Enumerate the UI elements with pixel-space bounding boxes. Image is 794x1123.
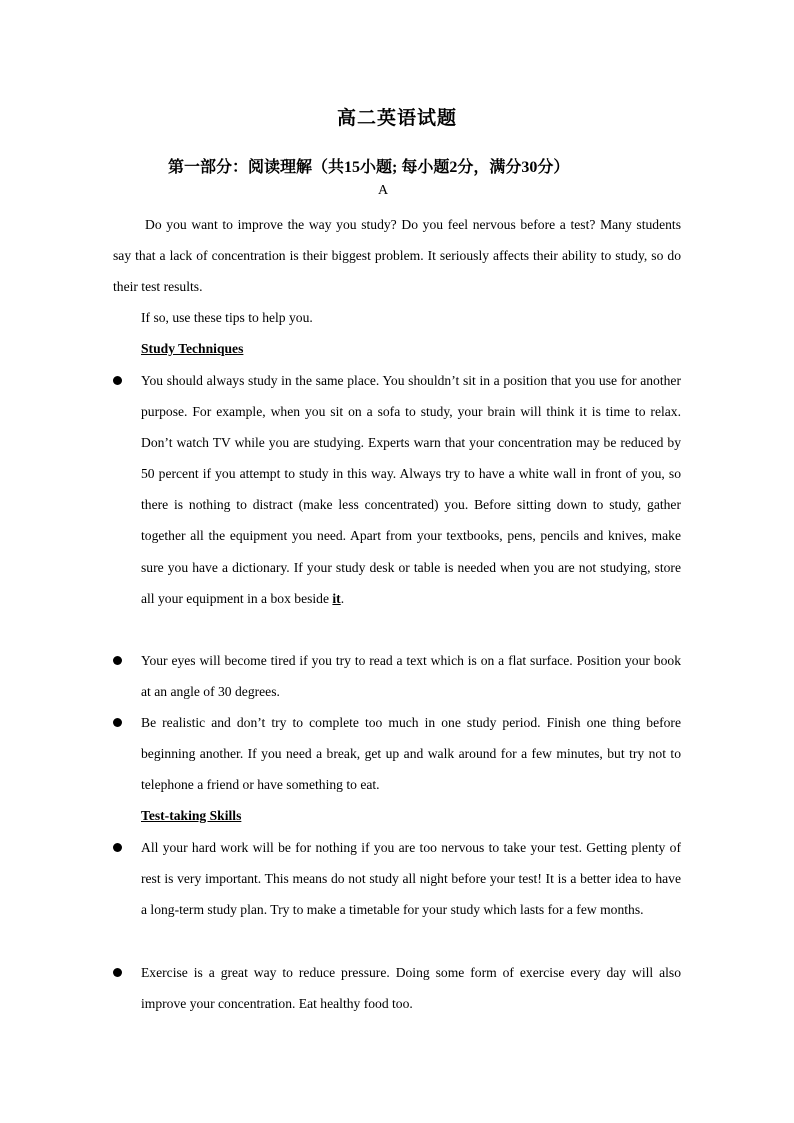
bullet-icon bbox=[113, 718, 122, 727]
bullet-icon bbox=[113, 843, 122, 852]
bullet-icon bbox=[113, 968, 122, 977]
study-technique-bullet-2: Your eyes will become tired if you try to read a text which is on a flat surface. Position your book at an angle of 30 degrees. bbox=[141, 653, 681, 700]
part-heading: 第一部分：阅读理解（共15小题; 每小题2分，满分30分） bbox=[168, 159, 570, 176]
page-title: 高二英语试题 bbox=[336, 108, 457, 129]
bullet-text-end: . bbox=[340, 590, 345, 606]
section-letter: A bbox=[378, 183, 389, 198]
bullet-icon bbox=[113, 656, 122, 665]
emphasized-word: it bbox=[332, 590, 341, 606]
test-taking-heading: Test-taking Skills bbox=[141, 808, 242, 823]
bullet-text: You should always study in the same place. You shouldn’t sit in a position that you use for another purpose. For example, when you sit on a sofa to study, your brain will think it is time to relax. Don’t watch TV while you are studying. Experts warn that your concentration may be reduced by 50 percent if you attempt to study in this way. Always try to have a white wall in front of you, so there is nothing to distract (make less concentrated) you. Before sitting down to study, gather together all the equipment you need. Apart from your textbooks, pens, pencils and knives, make sure you have a dictionary. If your study desk or table is needed when you are not studying, store all your equipment in a box beside bbox=[141, 373, 681, 606]
study-technique-bullet-3: Be realistic and don’t try to complete too much in one study period. Finish one thing before beginning another. If you need a break, get up and walk around for a few minutes, but try not to telephone a friend or have something to eat. bbox=[141, 715, 681, 793]
study-techniques-heading: Study Techniques bbox=[141, 341, 244, 356]
study-technique-bullet-1 bbox=[141, 365, 681, 614]
intro-paragraph: Do you want to improve the way you study? Do you feel nervous before a test? Many students say that a lack of concentration is their biggest problem. It seriously affects their ability to study, so do their test results. bbox=[113, 217, 681, 295]
test-taking-bullet-2: Exercise is a great way to reduce pressure. Doing some form of exercise every day will also improve your concentration. Eat healthy food too. bbox=[141, 965, 681, 1012]
bullet-icon bbox=[113, 376, 122, 385]
test-taking-bullet-1: All your hard work will be for nothing if you are too nervous to take your test. Getting plenty of rest is very important. This means do not study all night before your test! It is a better idea to have a long-term study plan. Try to make a timetable for your study which lasts for a few months. bbox=[141, 840, 681, 918]
intro-tip: If so, use these tips to help you. bbox=[141, 310, 313, 325]
